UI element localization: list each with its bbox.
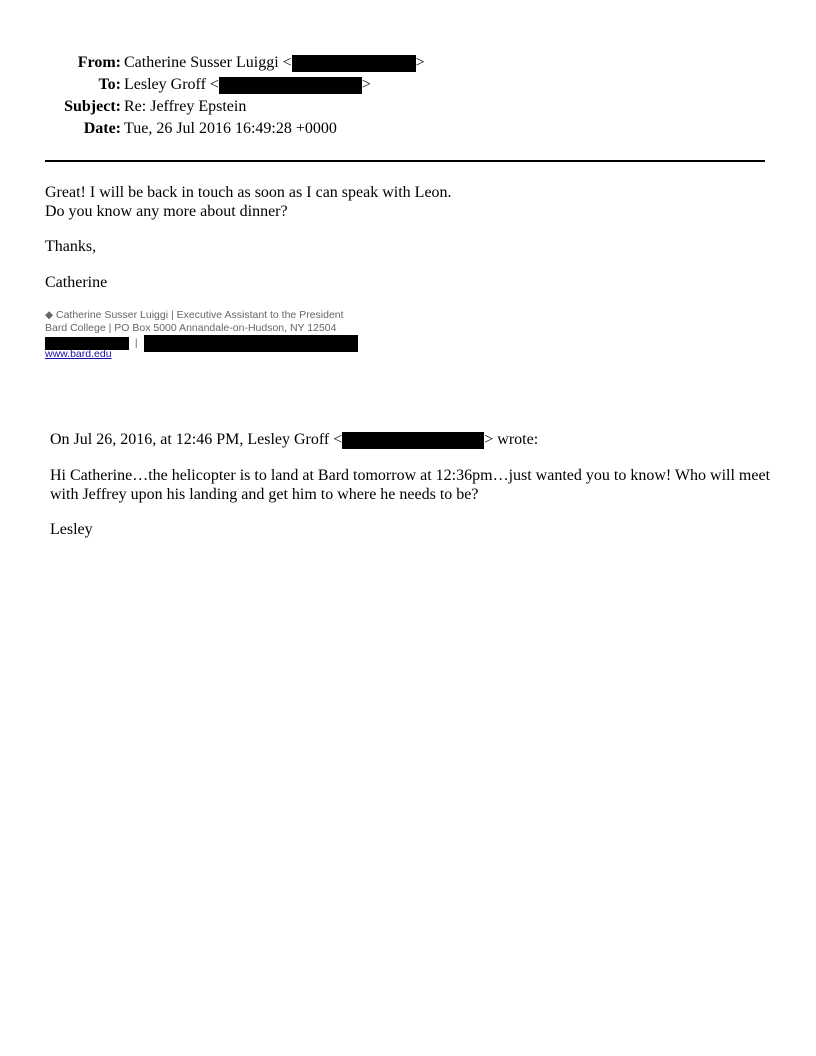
- signature-line-1: ◆ Catherine Susser Luiggi | Executive Assistant to the President: [45, 309, 344, 321]
- redacted-contact: [144, 335, 358, 352]
- signature-line-2: Bard College | PO Box 5000 Annandale-on-Hudson, NY 12504: [45, 322, 337, 334]
- redacted-from-email: [292, 55, 416, 72]
- from-value: Catherine Susser Luiggi <: [124, 54, 292, 71]
- quoted-body: Hi Catherine…the helicopter is to land at Bard tomorrow at 12:36pm…just wanted you to know! Who will meet with Jeffrey upon his landing and get him to where he needs to be?: [50, 467, 771, 503]
- message-line-2: Do you know any more about dinner?: [45, 203, 288, 220]
- to-close: >: [361, 76, 371, 93]
- to-value: Lesley Groff <: [124, 76, 219, 93]
- quoted-intro-text: On Jul 26, 2016, at 12:46 PM, Lesley Groff <: [50, 431, 343, 448]
- header-divider: [45, 160, 765, 162]
- message-line-1: Great! I will be back in touch as soon as I can speak with Leon.: [45, 184, 452, 201]
- subject-label: Subject:: [64, 98, 121, 115]
- redacted-to-email: [219, 77, 362, 94]
- message-signoff-name: Catherine: [45, 274, 108, 291]
- subject-value: Re: Jeffrey Epstein: [124, 98, 247, 115]
- message-thanks: Thanks,: [45, 238, 97, 255]
- to-label: To:: [98, 76, 121, 93]
- website-link[interactable]: www.bard.edu: [45, 348, 112, 360]
- from-label: From:: [77, 54, 121, 71]
- quoted-intro: [50, 430, 538, 449]
- quoted-intro-close: > wrote:: [484, 431, 539, 448]
- quoted-signoff-name: Lesley: [50, 521, 93, 538]
- signature-website-row: [45, 348, 112, 361]
- from-close: >: [415, 54, 425, 71]
- date-label: Date:: [83, 120, 121, 137]
- redacted-quoted-email: [342, 432, 484, 449]
- signature-separator: |: [134, 337, 138, 350]
- date-value: Tue, 26 Jul 2016 16:49:28 +0000: [124, 120, 337, 137]
